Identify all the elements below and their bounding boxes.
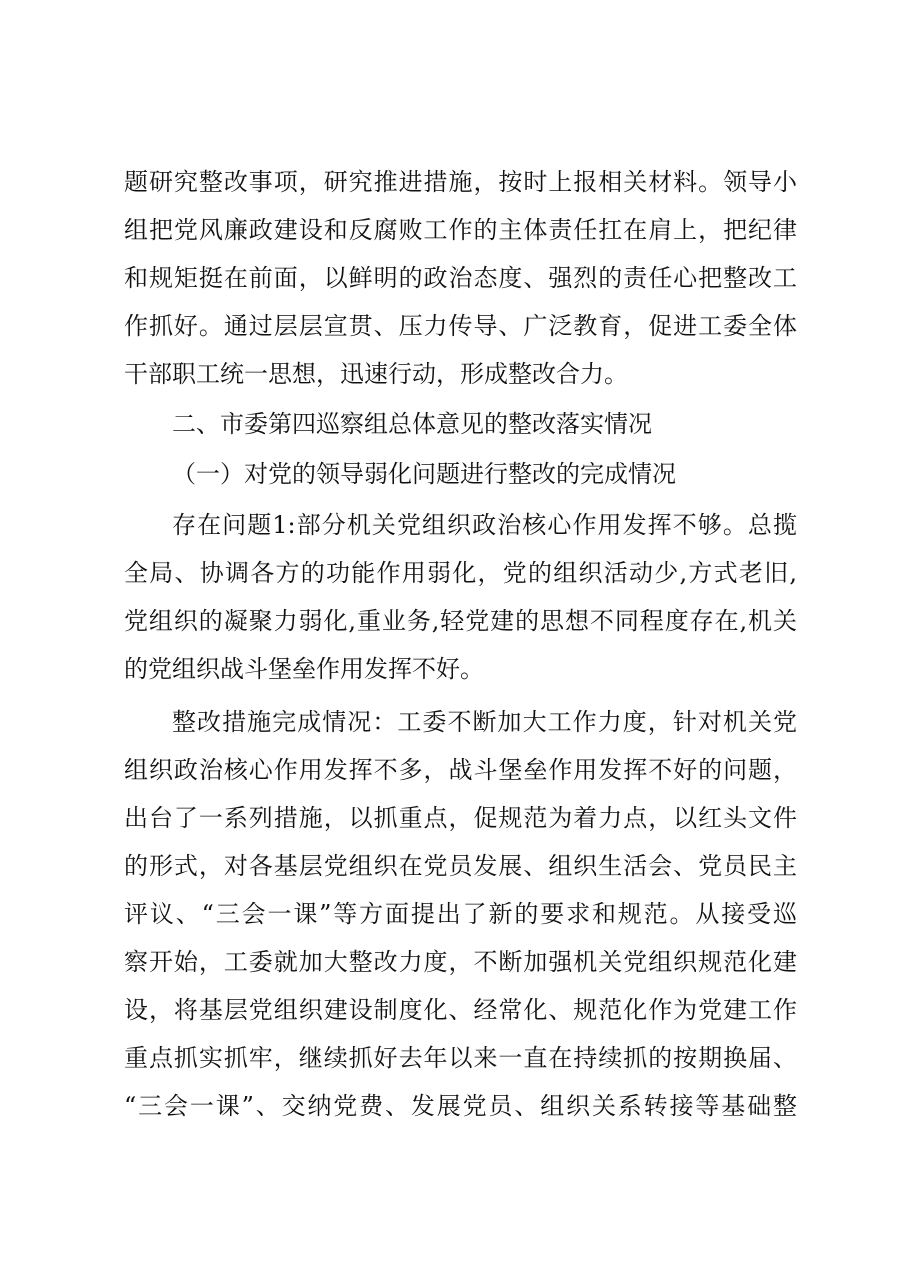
paragraph-line: 干部职工统一思想，迅速行动，形成整改合力。 <box>124 360 628 388</box>
paragraph-line: 题研究整改事项，研究推进措施，按时上报相关材料。领导小 <box>124 168 797 196</box>
paragraph-line: 作抓好。通过层层宣贯、压力传导、广泛教育，促进工委全体 <box>124 312 797 340</box>
paragraph-line: 重点抓实抓牢，继续抓好去年以来一直在持续抓的按期换届、 <box>124 1044 797 1072</box>
section-heading: 二、市委第四巡察组总体意见的整改落实情况 <box>172 410 652 438</box>
paragraph-line: 察开始，工委就加大整改力度，不断加强机关党组织规范化建 <box>124 948 797 976</box>
paragraph-line: 组把党风廉政建设和反腐败工作的主体责任扛在肩上，把纪律 <box>124 216 797 244</box>
paragraph-line: 的党组织战斗堡垒作用发挥不好。 <box>124 655 484 683</box>
paragraph-line: 和规矩挺在前面，以鲜明的政治态度、强烈的责任心把整改工 <box>124 264 797 292</box>
paragraph-line: 组织政治核心作用发挥不多，战斗堡垒作用发挥不好的问题， <box>124 756 797 784</box>
paragraph-line: 整改措施完成情况：工委不断加大工作力度，针对机关党 <box>172 708 797 736</box>
paragraph-line: 全局、协调各方的功能作用弱化，党的组织活动少,方式老旧, <box>124 559 797 587</box>
paragraph-line: 设，将基层党组织建设制度化、经常化、规范化作为党建工作 <box>124 996 797 1024</box>
paragraph-line: 存在问题1:部分机关党组织政治核心作用发挥不够。总揽 <box>172 511 797 539</box>
paragraph-line: 评议、“三会一课”等方面提出了新的要求和规范。从接受巡 <box>124 900 797 928</box>
paragraph-line: 党组织的凝聚力弱化,重业务,轻党建的思想不同程度存在,机关 <box>124 607 797 635</box>
subsection-heading: （一）对党的领导弱化问题进行整改的完成情况 <box>172 460 676 488</box>
paragraph-line: 的形式，对各基层党组织在党员发展、组织生活会、党员民主 <box>124 852 797 880</box>
paragraph-line: 出台了一系列措施，以抓重点，促规范为着力点，以红头文件 <box>124 804 797 832</box>
paragraph-line: “三会一课”、交纳党费、发展党员、组织关系转接等基础整 <box>124 1092 797 1120</box>
